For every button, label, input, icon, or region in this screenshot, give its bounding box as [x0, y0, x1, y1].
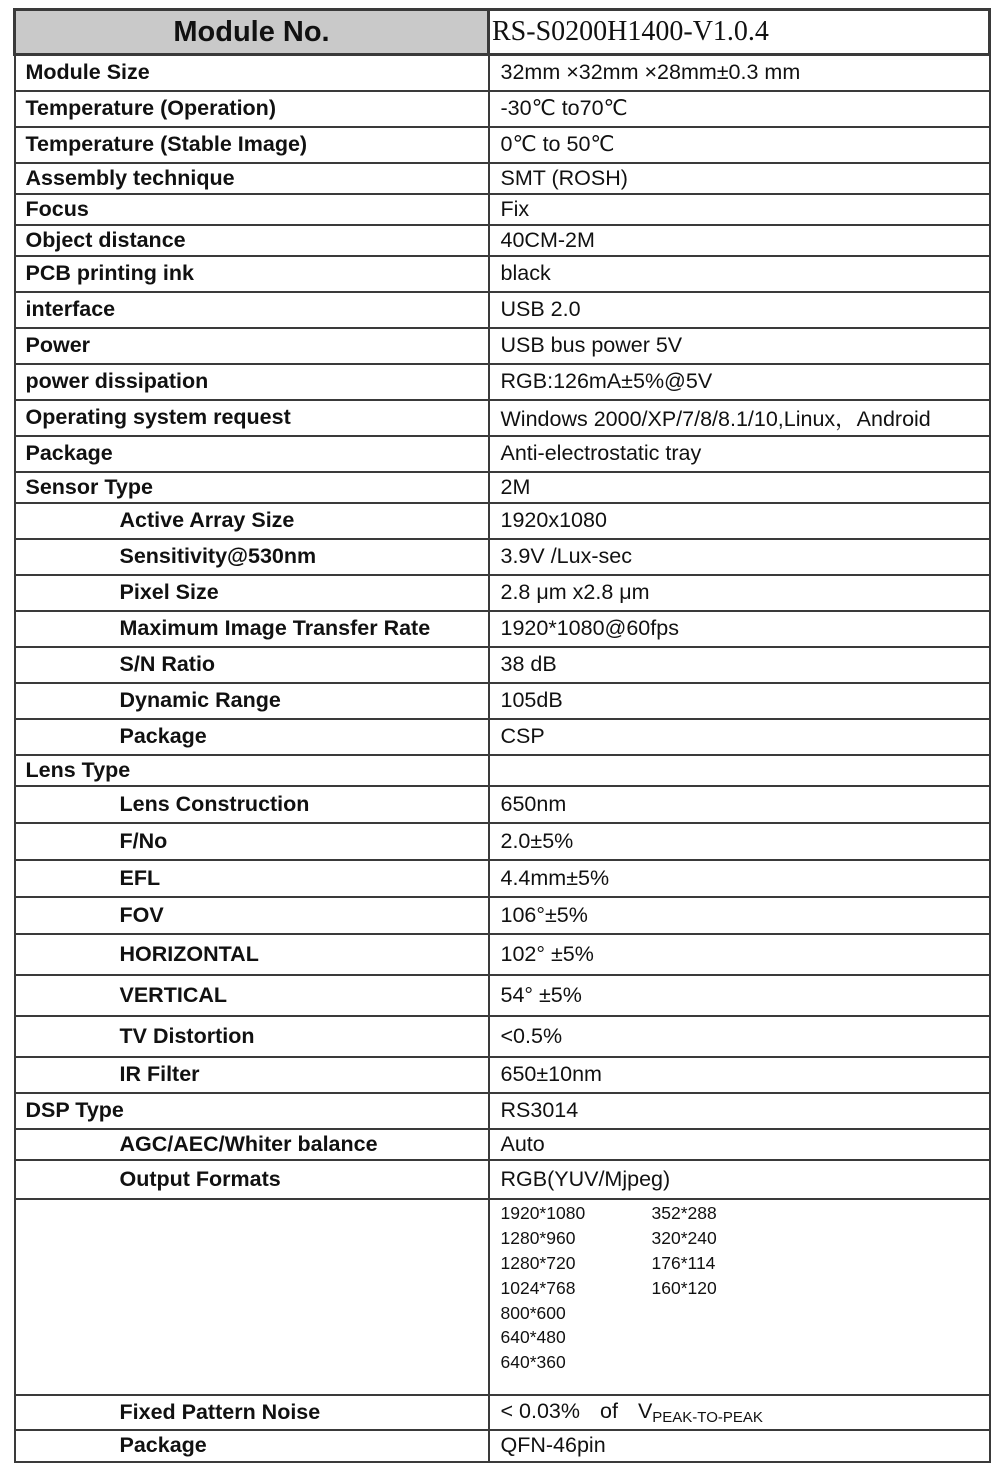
row-value: 54° ±5% [489, 975, 990, 1016]
fpn-subscript: PEAK-TO-PEAK [652, 1408, 763, 1426]
row-value: 2.0±5% [489, 823, 990, 860]
table-row [15, 575, 990, 611]
row-label: IR Filter [15, 1057, 489, 1093]
resolution-item: 352*288 [651, 1203, 717, 1224]
row-value: Windows 2000/XP/7/8/8.1/10,Linux，Android [489, 400, 990, 436]
row-label: Lens Type [15, 755, 489, 786]
table-row [15, 611, 990, 647]
row-label: F/No [15, 823, 489, 860]
row-label: S/N Ratio [15, 647, 489, 683]
row-value: 106°±5% [489, 897, 990, 934]
row-label: Pixel Size [15, 575, 489, 611]
table-row [15, 328, 990, 364]
row-label: VERTICAL [15, 975, 489, 1016]
table-row [15, 683, 990, 719]
table-row [15, 55, 990, 91]
row-label: Dynamic Range [15, 683, 489, 719]
table-row [15, 1016, 990, 1057]
resolution-item: 640*480 [500, 1327, 566, 1348]
row-value: 2.8 μm x2.8 μm [489, 575, 990, 611]
row-value: USB bus power 5V [489, 328, 990, 364]
spec-table [13, 8, 991, 1463]
table-row [15, 400, 990, 436]
table-row [15, 1430, 990, 1462]
table-row [15, 647, 990, 683]
row-label: Temperature (Operation) [15, 91, 489, 127]
table-row [15, 1395, 990, 1430]
row-label: Package [15, 719, 489, 755]
table-row [15, 823, 990, 860]
row-value: USB 2.0 [489, 292, 990, 328]
resolution-item: 160*120 [651, 1277, 717, 1298]
row-label: FOV [15, 897, 489, 934]
table-row [15, 1093, 990, 1129]
row-value: 105dB [489, 683, 990, 719]
table-row [15, 860, 990, 897]
resolution-item: 640*360 [500, 1352, 566, 1373]
row-label: Package [15, 436, 489, 472]
row-value: 38 dB [489, 647, 990, 683]
row-value: Auto [489, 1129, 990, 1160]
row-value: 1920*1080@60fps [489, 611, 990, 647]
row-value: black [489, 256, 990, 292]
row-value: RGB:126mA±5%@5V [489, 364, 990, 400]
module-no-label: Module No. [15, 10, 489, 55]
row-value: Anti-electrostatic tray [489, 436, 990, 472]
table-row [15, 1129, 990, 1160]
row-label: PCB printing ink [15, 256, 489, 292]
resolution-item: 320*240 [651, 1228, 717, 1249]
table-row [15, 225, 990, 256]
row-label: DSP Type [15, 1093, 489, 1129]
table-row [15, 364, 990, 400]
table-row [15, 436, 990, 472]
row-value: 650nm [489, 786, 990, 823]
row-value: QFN-46pin [489, 1430, 990, 1462]
table-row [15, 539, 990, 575]
row-value: SMT (ROSH) [489, 163, 990, 194]
row-label: Module Size [15, 55, 489, 91]
row-label: power dissipation [15, 364, 489, 400]
row-value: 3.9V /Lux-sec [489, 539, 990, 575]
fpn-v-text: V [637, 1398, 653, 1423]
row-label: interface [15, 292, 489, 328]
row-label: Maximum Image Transfer Rate [15, 611, 489, 647]
row-label: Object distance [15, 225, 489, 256]
row-value: 4.4mm±5% [489, 860, 990, 897]
row-label: TV Distortion [15, 1016, 489, 1057]
table-row [15, 256, 990, 292]
resolution-item: 800*600 [500, 1302, 566, 1323]
row-label: EFL [15, 860, 489, 897]
row-value: RS3014 [489, 1093, 990, 1129]
table-row [15, 472, 990, 503]
row-value: 40CM-2M [489, 225, 990, 256]
table-header-row [15, 10, 990, 55]
row-label: Sensor Type [15, 472, 489, 503]
row-value: CSP [489, 719, 990, 755]
row-value: 2M [489, 472, 990, 503]
row-label: Output Formats [15, 1160, 489, 1199]
resolution-item: 176*114 [651, 1252, 716, 1273]
row-value: 102° ±5% [489, 934, 990, 975]
row-label: Power [15, 328, 489, 364]
fpn-of-text: of [600, 1398, 618, 1423]
table-row [15, 897, 990, 934]
table-row [15, 127, 990, 163]
row-label: Temperature (Stable Image) [15, 127, 489, 163]
table-row [15, 91, 990, 127]
table-row [15, 1057, 990, 1093]
resolution-item: 1920*1080 [500, 1203, 586, 1224]
fpn-value: < 0.03% [500, 1398, 580, 1423]
row-label: AGC/AEC/Whiter balance [15, 1129, 489, 1160]
row-label: Package [15, 1430, 489, 1462]
table-row [15, 719, 990, 755]
table-row [15, 755, 990, 786]
row-label: Assembly technique [15, 163, 489, 194]
resolution-list [489, 1199, 990, 1395]
resolutions-row [15, 1199, 990, 1395]
row-label: HORIZONTAL [15, 934, 489, 975]
row-value [489, 755, 990, 786]
row-value: RGB(YUV/Mjpeg) [489, 1160, 990, 1199]
row-value: 0℃ to 50℃ [489, 127, 990, 163]
row-value: 1920x1080 [489, 503, 990, 539]
table-row [15, 1160, 990, 1199]
resolution-item: 1280*720 [500, 1252, 576, 1273]
row-label: Lens Construction [15, 786, 489, 823]
resolution-item: 1024*768 [500, 1277, 576, 1298]
row-label: Sensitivity@530nm [15, 539, 489, 575]
row-value [489, 1395, 990, 1430]
table-row [15, 975, 990, 1016]
table-row [15, 934, 990, 975]
row-value: Fix [489, 194, 990, 225]
row-label: Active Array Size [15, 503, 489, 539]
resolution-item: 1280*960 [500, 1228, 576, 1249]
row-value: -30℃ to70℃ [489, 91, 990, 127]
module-no-value: RS-S0200H1400-V1.0.4 [489, 10, 990, 55]
row-label: Focus [15, 194, 489, 225]
row-label: Fixed Pattern Noise [15, 1395, 489, 1430]
table-row [15, 786, 990, 823]
row-value: <0.5% [489, 1016, 990, 1057]
table-row [15, 292, 990, 328]
row-value: 32mm ×32mm ×28mm±0.3 mm [489, 55, 990, 91]
row-label: Operating system request [15, 400, 489, 436]
row-value: 650±10nm [489, 1057, 990, 1093]
table-row [15, 194, 990, 225]
table-row [15, 503, 990, 539]
table-row [15, 163, 990, 194]
